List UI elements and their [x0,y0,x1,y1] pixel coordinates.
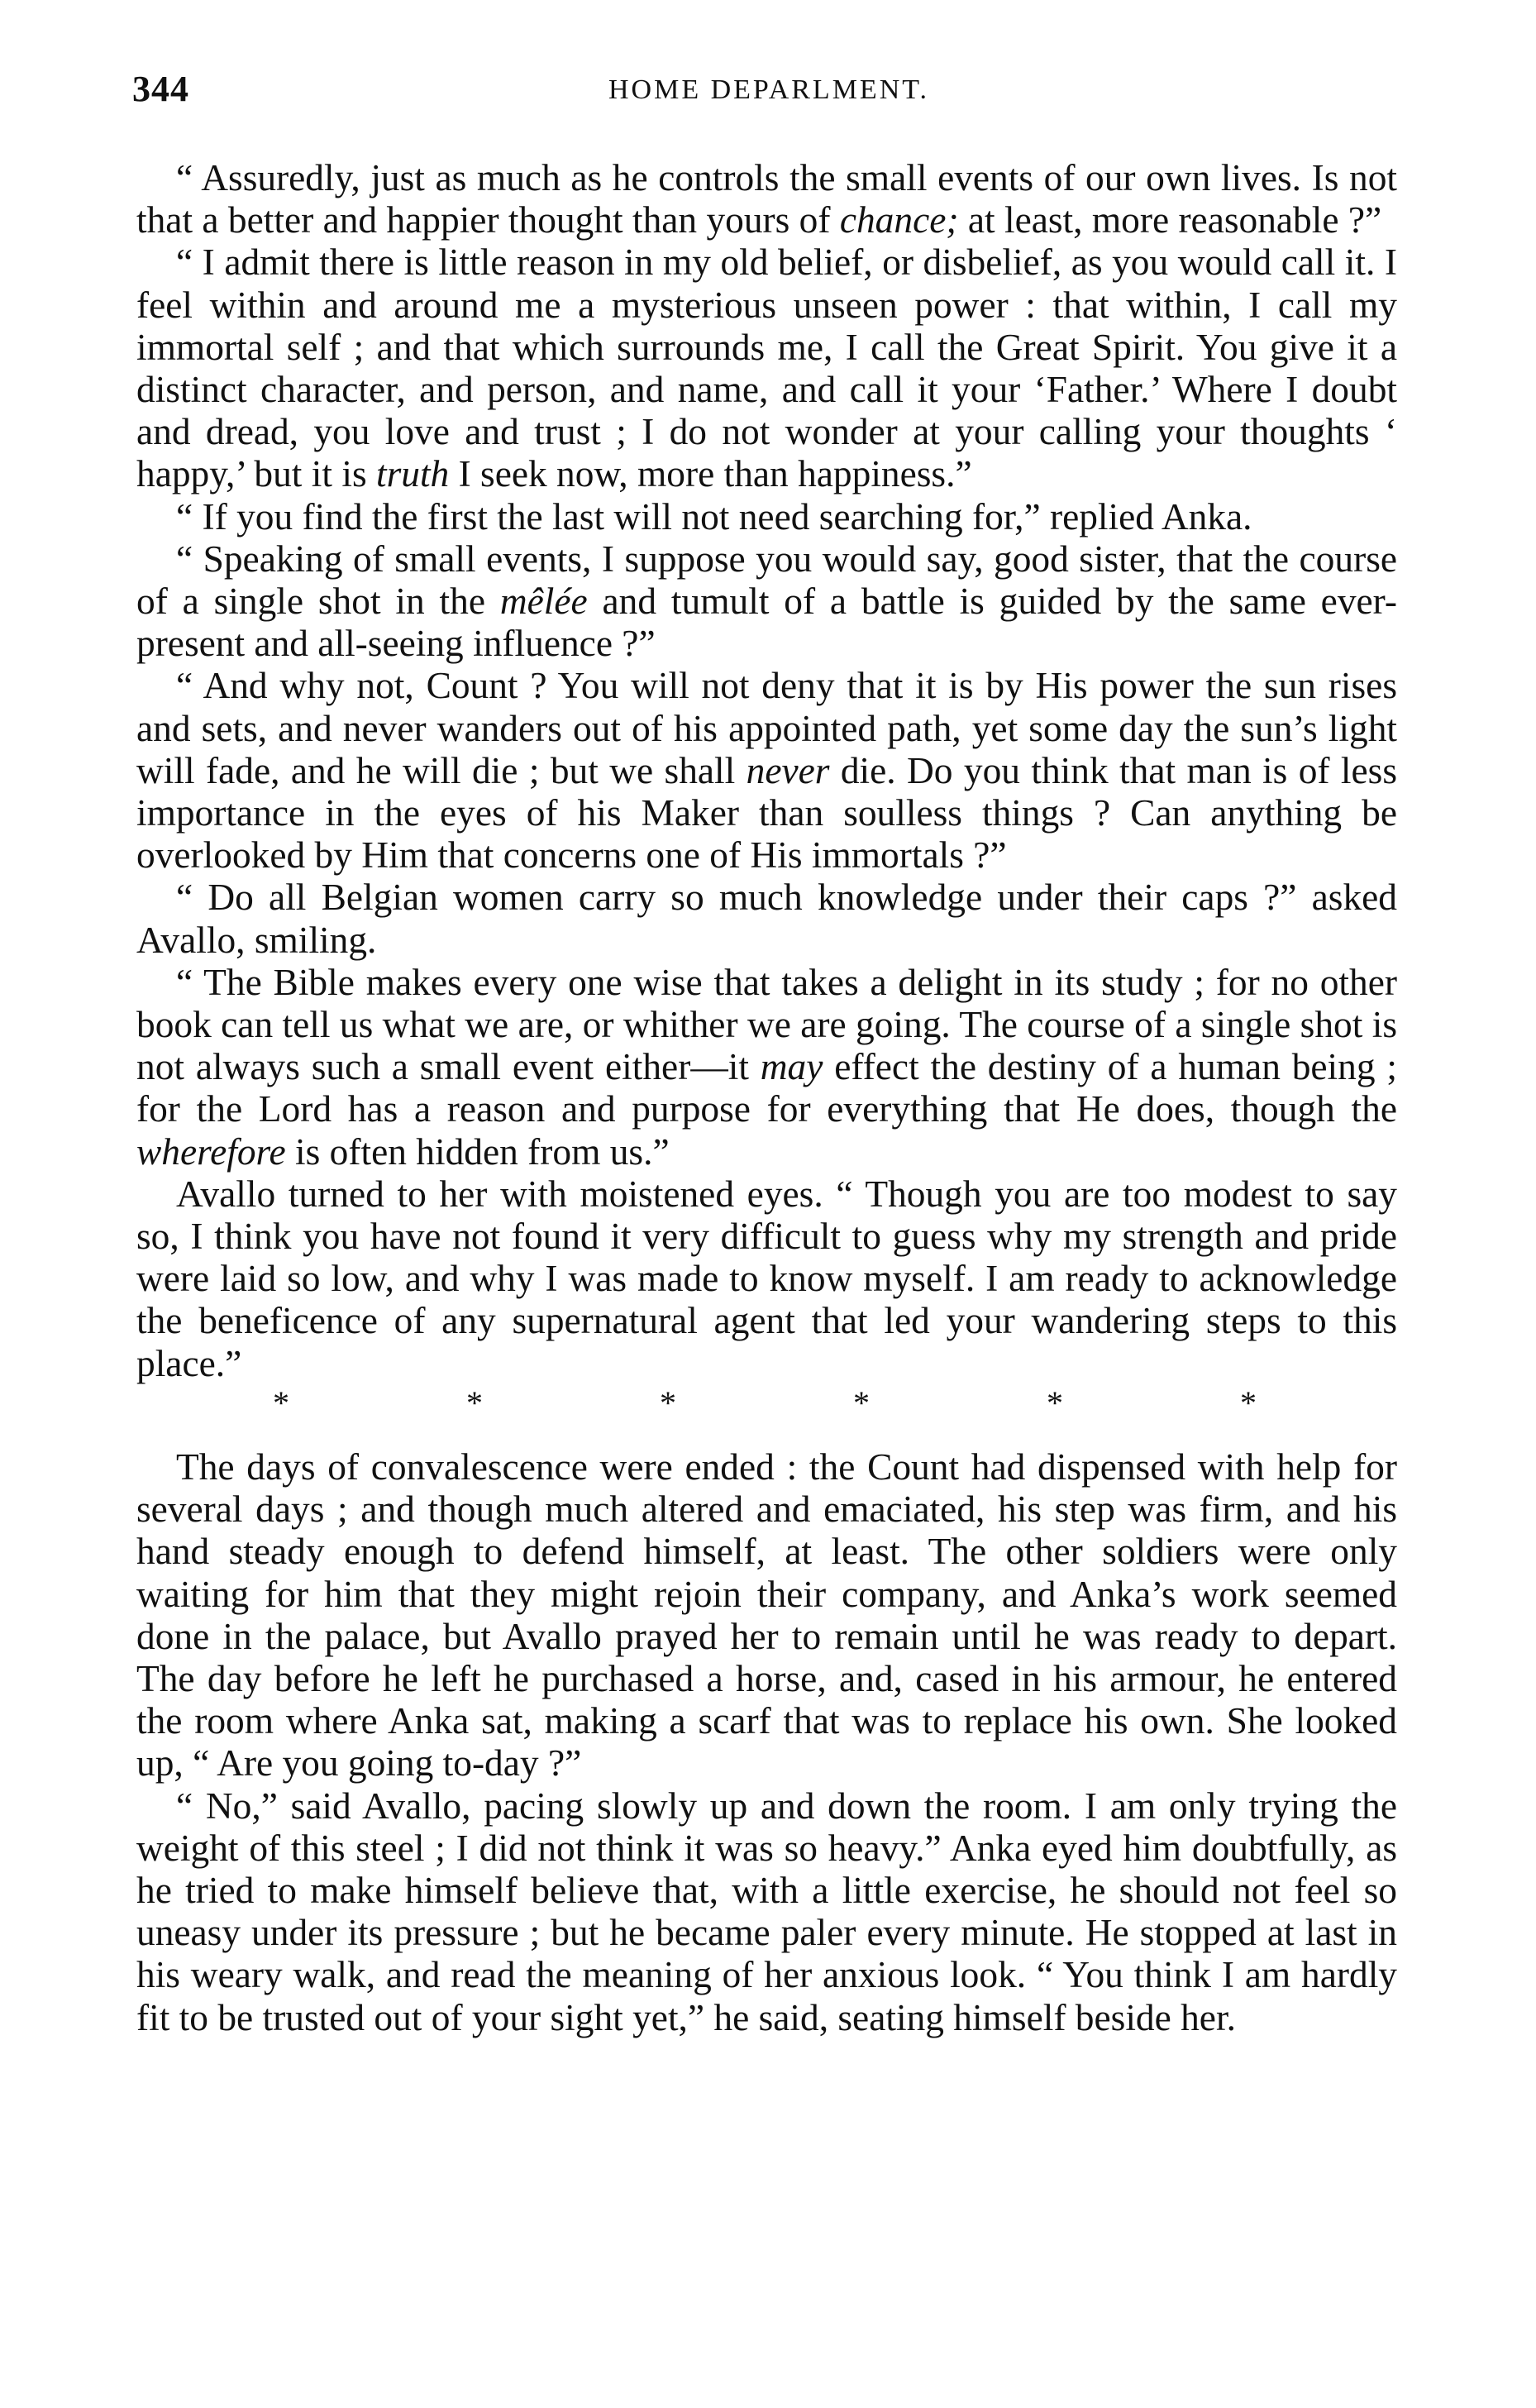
paragraph [136,962,1397,1173]
italic-text: may [760,1046,823,1088]
text-run: “ And why not, Count ? You will not deny that it is by His power the sun rises and sets, and never wanders out of his appointed path, yet some day the sun’s light will fade, and he will die ; but we shall [136,665,1397,791]
text-run: die. Do you think that man is of less importance in the eyes of his Maker than soulless things ? Can anything be overlooked by Him that concerns one of His immortals ?” [136,749,1397,877]
section-break [136,1383,1397,1430]
asterisk: * [660,1383,676,1421]
text-run: “ Assuredly, just as much as he controls the small events of our own lives. Is not that a better and happier thought than yours of [136,157,1397,241]
italic-text: never [746,749,830,791]
paragraph [136,496,1397,538]
text-run: at least, more reasonable ?” [958,199,1382,241]
paragraph [136,1173,1397,1385]
italic-text: wherefore [136,1130,286,1173]
paragraph-group-before-break [136,157,1397,1385]
italic-text: chance; [839,199,959,241]
paragraph [136,538,1397,666]
text-run: Avallo turned to her with moistened eyes. “ Though you are too modest to say so, I think you have not found it very difficult to guess why my strength and pride were laid so low, and why I was made to know myself. I am ready to acknowledge the beneficence of any supernatural agent that led your wandering steps to this place.” [136,1173,1397,1384]
text-run: effect the destiny of a human being ; for the Lord has a reason and purpose for everything that He does, though the [136,1046,1397,1130]
paragraph [136,1785,1397,2039]
text-run: and tumult of a battle is guided by the same ever-present and all-seeing influence ?” [136,580,1397,665]
asterisk: * [1047,1383,1063,1421]
italic-text: truth [375,453,450,495]
text-run: I seek now, more than happiness.” [449,453,972,495]
page-number: 344 [132,69,189,109]
text-run: is often hidden from us.” [285,1130,670,1173]
text-run: The days of convalescence were ended : the Count had dispensed with help for several days ; and though much altered and emaciated, his step was firm, and his hand steady enough to defend himself, at least. The other soldiers were only waiting for him that they might rejoin their company, and Anka’s work seemed done in the palace, but Avallo prayed her to remain until he was ready to depart. The day before he left he purchased a horse, and, cased in his armour, he entered the room where Anka sat, making a scarf that was to replace his own. She looked up, “ Are you going to-day ?” [136,1445,1397,1784]
paragraph [136,1446,1397,1785]
asterisk: * [273,1383,289,1421]
paragraph [136,877,1397,961]
paragraph [136,157,1397,241]
text-run: “ I admit there is little reason in my old belief, or disbelief, as you would call it. I feel within and around me a mysterious unseen power : that within, I call my immortal self ; and that which surrounds me, I call the Great Spirit. You give it a distinct character, and person, and name, and call it your ‘Father.’ Where I doubt and dread, you love and trust ; I do not wonder at your calling your thoughts ‘ happy,’ but it is [136,241,1397,495]
asterisk: * [1240,1383,1257,1421]
italic-text: mêlée [499,580,588,623]
text-run: “ No,” said Avallo, pacing slowly up and down the room. I am only trying the weight of this steel ; I did not think it was so heavy.” Anka eyed him doubtfully, as he tried to make himself believe that, with a little exercise, he should not feel so uneasy under its pressure ; but he became paler every minute. He stopped at last in his weary walk, and read the meaning of her anxious look. “ You think I am hardly fit to be trusted out of your sight yet,” he said, seating himself beside her. [136,1784,1397,2038]
paragraph [136,665,1397,877]
text-run: “ Speaking of small events, I suppose you would say, good sister, that the course of a single shot in the [136,538,1397,623]
text-run: “ Do all Belgian women carry so much knowledge under their caps ?” asked Avallo, smiling. [136,877,1397,961]
asterisk: * [466,1383,483,1421]
body-text [136,157,1397,2039]
paragraph-group-after-break [136,1446,1397,2039]
text-run: “ If you find the first the last will not need searching for,” replied Anka. [176,495,1252,538]
text-run: “ The Bible makes every one wise that takes a delight in its study ; for no other book can tell us what we are, or whither we are going. The course of a single shot is not always such a small event either—it [136,961,1397,1088]
page-header [132,68,1405,126]
running-head: HOME DEPARLMENT. [608,74,930,105]
asterisk: * [853,1383,870,1421]
paragraph [136,241,1397,495]
